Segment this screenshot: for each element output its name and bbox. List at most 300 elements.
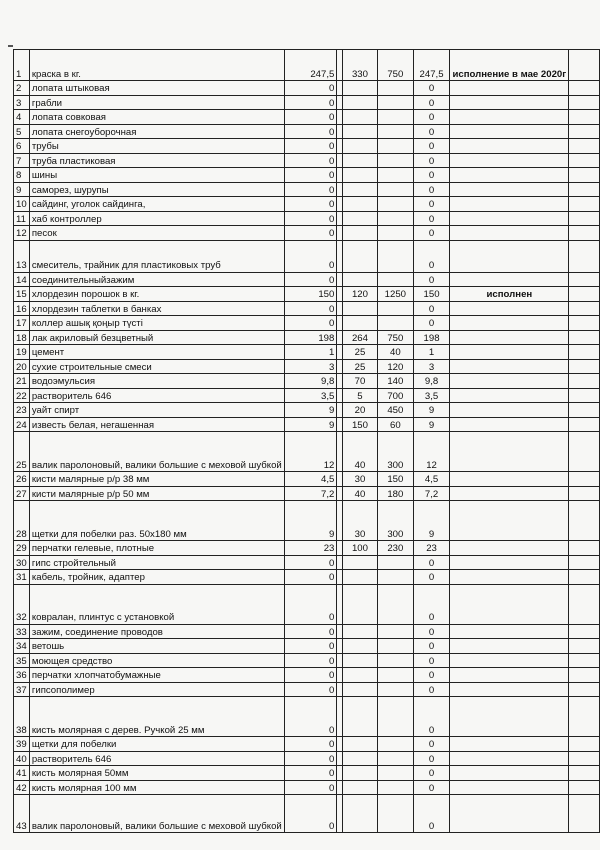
item-total: 23	[413, 541, 450, 556]
item-quantity: 0	[284, 316, 337, 331]
item-price: 300	[378, 501, 414, 541]
item-quantity: 0	[284, 226, 337, 241]
extra-cell	[569, 316, 600, 331]
item-note	[450, 555, 569, 570]
item-quantity: 247,5	[284, 50, 337, 81]
table-row	[14, 501, 600, 541]
item-price	[378, 584, 414, 624]
table-row	[14, 472, 600, 487]
extra-cell	[569, 374, 600, 389]
row-number: 31	[14, 570, 30, 585]
item-price: 60	[378, 417, 414, 432]
item-total: 1	[413, 345, 450, 360]
item-note	[450, 541, 569, 556]
item-quantity: 1	[284, 345, 337, 360]
extra-cell	[569, 737, 600, 752]
item-name: смеситель, трайник для пластиковых труб	[29, 240, 284, 272]
row-number: 10	[14, 197, 30, 212]
item-name: кабель, тройник, адаптер	[29, 570, 284, 585]
item-total: 0	[413, 653, 450, 668]
extra-cell	[569, 766, 600, 781]
table-row	[14, 197, 600, 212]
item-total: 3	[413, 359, 450, 374]
item-quantity: 0	[284, 301, 337, 316]
item-name: хлордезин порошок в кг.	[29, 287, 284, 302]
table-row	[14, 153, 600, 168]
item-name: грабли	[29, 95, 284, 110]
row-number: 2	[14, 81, 30, 96]
item-quantity: 0	[284, 211, 337, 226]
item-value-a: 25	[342, 359, 377, 374]
table-row	[14, 486, 600, 501]
extra-cell	[569, 197, 600, 212]
item-price: 750	[378, 50, 414, 81]
item-value-a: 25	[342, 345, 377, 360]
table-row	[14, 737, 600, 752]
item-quantity: 0	[284, 584, 337, 624]
item-price: 450	[378, 403, 414, 418]
item-price	[378, 780, 414, 795]
table-row	[14, 50, 600, 81]
extra-cell	[569, 555, 600, 570]
extra-cell	[569, 668, 600, 683]
item-quantity: 0	[284, 81, 337, 96]
extra-cell	[569, 388, 600, 403]
item-name: хаб контроллер	[29, 211, 284, 226]
item-value-a: 100	[342, 541, 377, 556]
table-row	[14, 272, 600, 287]
extra-cell	[569, 168, 600, 183]
item-name: щетки для побелки	[29, 737, 284, 752]
item-note	[450, 197, 569, 212]
item-value-a	[342, 316, 377, 331]
extra-cell	[569, 240, 600, 272]
row-number: 4	[14, 110, 30, 125]
item-note	[450, 272, 569, 287]
item-price: 120	[378, 359, 414, 374]
item-value-a	[342, 780, 377, 795]
table-row	[14, 751, 600, 766]
table-row	[14, 417, 600, 432]
item-name: перчатки гелевые, плотные	[29, 541, 284, 556]
row-number: 42	[14, 780, 30, 795]
item-price	[378, 153, 414, 168]
item-total: 0	[413, 570, 450, 585]
row-number: 1	[14, 50, 30, 81]
extra-cell	[569, 359, 600, 374]
item-value-a	[342, 272, 377, 287]
item-total: 0	[413, 795, 450, 833]
extra-cell	[569, 639, 600, 654]
extra-cell	[569, 345, 600, 360]
item-name: трубы	[29, 139, 284, 154]
item-quantity: 0	[284, 240, 337, 272]
table-row	[14, 766, 600, 781]
item-note	[450, 501, 569, 541]
item-quantity: 4,5	[284, 472, 337, 487]
scan-mark	[8, 45, 13, 47]
item-total: 0	[413, 682, 450, 697]
item-value-a	[342, 653, 377, 668]
item-quantity: 9	[284, 417, 337, 432]
item-note	[450, 182, 569, 197]
extra-cell	[569, 81, 600, 96]
item-note	[450, 417, 569, 432]
item-price	[378, 624, 414, 639]
extra-cell	[569, 486, 600, 501]
item-name: растворитель 646	[29, 751, 284, 766]
table-row	[14, 345, 600, 360]
row-number: 15	[14, 287, 30, 302]
item-total: 0	[413, 110, 450, 125]
row-number: 38	[14, 697, 30, 737]
item-name: перчатки хлопчатобумажные	[29, 668, 284, 683]
item-name: гипсополимер	[29, 682, 284, 697]
item-price	[378, 570, 414, 585]
item-total: 0	[413, 272, 450, 287]
item-price	[378, 182, 414, 197]
item-note	[450, 95, 569, 110]
item-total: 150	[413, 287, 450, 302]
item-value-a	[342, 795, 377, 833]
item-total: 0	[413, 697, 450, 737]
item-quantity: 0	[284, 766, 337, 781]
item-name: соединительныйзажим	[29, 272, 284, 287]
item-name: труба пластиковая	[29, 153, 284, 168]
table-row	[14, 780, 600, 795]
extra-cell	[569, 682, 600, 697]
item-note	[450, 697, 569, 737]
item-note: исполнение в мае 2020г	[450, 50, 569, 81]
item-value-a	[342, 110, 377, 125]
item-name: гипс стройтельный	[29, 555, 284, 570]
item-value-a: 150	[342, 417, 377, 432]
table-row	[14, 211, 600, 226]
item-name: кисти малярные р/р 38 мм	[29, 472, 284, 487]
item-price	[378, 168, 414, 183]
item-name: ковралан, плинтус с установкой	[29, 584, 284, 624]
item-note	[450, 81, 569, 96]
item-value-a: 264	[342, 330, 377, 345]
extra-cell	[569, 272, 600, 287]
item-name: лопата штыковая	[29, 81, 284, 96]
item-name: шины	[29, 168, 284, 183]
extra-cell	[569, 211, 600, 226]
item-note	[450, 226, 569, 241]
item-quantity: 0	[284, 182, 337, 197]
item-note	[450, 330, 569, 345]
item-note	[450, 737, 569, 752]
item-total: 4,5	[413, 472, 450, 487]
item-quantity: 9	[284, 501, 337, 541]
item-total: 3,5	[413, 388, 450, 403]
item-note	[450, 766, 569, 781]
item-price	[378, 110, 414, 125]
row-number: 20	[14, 359, 30, 374]
item-price	[378, 697, 414, 737]
item-total: 0	[413, 153, 450, 168]
extra-cell	[569, 110, 600, 125]
item-total: 0	[413, 780, 450, 795]
item-note	[450, 639, 569, 654]
item-price	[378, 197, 414, 212]
item-note	[450, 570, 569, 585]
item-note	[450, 316, 569, 331]
item-name: валик паролоновый, валики большие с меховой шубкой	[29, 795, 284, 833]
row-number: 9	[14, 182, 30, 197]
item-name: хлордезин таблетки в банках	[29, 301, 284, 316]
item-price	[378, 211, 414, 226]
extra-cell	[569, 417, 600, 432]
item-note	[450, 124, 569, 139]
item-quantity: 0	[284, 653, 337, 668]
item-value-a	[342, 124, 377, 139]
row-number: 12	[14, 226, 30, 241]
item-value-a	[342, 555, 377, 570]
item-note	[450, 432, 569, 472]
row-number: 23	[14, 403, 30, 418]
item-value-a	[342, 766, 377, 781]
item-quantity: 0	[284, 795, 337, 833]
row-number: 29	[14, 541, 30, 556]
item-quantity: 0	[284, 124, 337, 139]
item-total: 0	[413, 624, 450, 639]
item-price	[378, 240, 414, 272]
item-note	[450, 153, 569, 168]
item-price: 150	[378, 472, 414, 487]
extra-cell	[569, 287, 600, 302]
row-number: 25	[14, 432, 30, 472]
item-name: лопата совковая	[29, 110, 284, 125]
extra-cell	[569, 403, 600, 418]
item-quantity: 0	[284, 272, 337, 287]
row-number: 5	[14, 124, 30, 139]
item-price: 40	[378, 345, 414, 360]
row-number: 3	[14, 95, 30, 110]
item-price: 1250	[378, 287, 414, 302]
extra-cell	[569, 124, 600, 139]
table-row	[14, 388, 600, 403]
item-price: 700	[378, 388, 414, 403]
item-value-a	[342, 751, 377, 766]
item-total: 198	[413, 330, 450, 345]
item-total: 0	[413, 555, 450, 570]
item-total: 0	[413, 240, 450, 272]
item-price: 300	[378, 432, 414, 472]
item-value-a	[342, 737, 377, 752]
row-number: 16	[14, 301, 30, 316]
item-price: 140	[378, 374, 414, 389]
item-total: 9	[413, 417, 450, 432]
item-name: цемент	[29, 345, 284, 360]
table-row	[14, 330, 600, 345]
item-value-a	[342, 624, 377, 639]
item-total: 9,8	[413, 374, 450, 389]
item-price	[378, 124, 414, 139]
row-number: 33	[14, 624, 30, 639]
item-name: лак акриловый безцветный	[29, 330, 284, 345]
table-row	[14, 432, 600, 472]
item-total: 0	[413, 211, 450, 226]
row-number: 30	[14, 555, 30, 570]
item-name: щетки для побелки раз. 50х180 мм	[29, 501, 284, 541]
item-note	[450, 751, 569, 766]
item-name: краска в кг.	[29, 50, 284, 81]
extra-cell	[569, 697, 600, 737]
item-price	[378, 653, 414, 668]
item-note	[450, 374, 569, 389]
item-value-a	[342, 81, 377, 96]
extra-cell	[569, 182, 600, 197]
item-note	[450, 653, 569, 668]
item-value-a: 120	[342, 287, 377, 302]
item-quantity: 7,2	[284, 486, 337, 501]
item-value-a: 5	[342, 388, 377, 403]
table-row	[14, 316, 600, 331]
row-number: 18	[14, 330, 30, 345]
item-value-a	[342, 240, 377, 272]
item-total: 0	[413, 316, 450, 331]
item-name: саморез, шурупы	[29, 182, 284, 197]
item-value-a: 20	[342, 403, 377, 418]
table-row	[14, 168, 600, 183]
item-value-a	[342, 301, 377, 316]
item-quantity: 0	[284, 780, 337, 795]
item-value-a: 40	[342, 432, 377, 472]
item-quantity: 3,5	[284, 388, 337, 403]
table-row	[14, 182, 600, 197]
table-row	[14, 139, 600, 154]
item-note	[450, 211, 569, 226]
table-row	[14, 555, 600, 570]
item-quantity: 0	[284, 668, 337, 683]
item-quantity: 0	[284, 751, 337, 766]
table-row	[14, 697, 600, 737]
item-note	[450, 345, 569, 360]
item-value-a	[342, 95, 377, 110]
extra-cell	[569, 795, 600, 833]
item-quantity: 0	[284, 95, 337, 110]
item-quantity: 3	[284, 359, 337, 374]
item-price: 230	[378, 541, 414, 556]
item-total: 0	[413, 737, 450, 752]
item-total: 12	[413, 432, 450, 472]
item-note	[450, 388, 569, 403]
item-total: 7,2	[413, 486, 450, 501]
item-quantity: 9,8	[284, 374, 337, 389]
row-number: 27	[14, 486, 30, 501]
table-row	[14, 668, 600, 683]
item-quantity: 0	[284, 737, 337, 752]
item-value-a: 330	[342, 50, 377, 81]
item-note	[450, 584, 569, 624]
table-row	[14, 653, 600, 668]
item-total: 0	[413, 168, 450, 183]
item-price	[378, 682, 414, 697]
item-total: 0	[413, 182, 450, 197]
item-value-a	[342, 697, 377, 737]
item-note	[450, 682, 569, 697]
item-total: 0	[413, 95, 450, 110]
table-row	[14, 570, 600, 585]
item-total: 9	[413, 403, 450, 418]
table-row	[14, 584, 600, 624]
item-value-a	[342, 211, 377, 226]
item-value-a: 40	[342, 486, 377, 501]
item-total: 0	[413, 668, 450, 683]
item-quantity: 9	[284, 403, 337, 418]
table-row	[14, 287, 600, 302]
item-price	[378, 95, 414, 110]
row-number: 14	[14, 272, 30, 287]
item-quantity: 0	[284, 682, 337, 697]
row-number: 6	[14, 139, 30, 154]
item-total: 0	[413, 81, 450, 96]
item-price: 750	[378, 330, 414, 345]
item-total: 0	[413, 197, 450, 212]
table-row	[14, 110, 600, 125]
item-total: 0	[413, 124, 450, 139]
row-number: 21	[14, 374, 30, 389]
table-row	[14, 81, 600, 96]
extra-cell	[569, 330, 600, 345]
table-row	[14, 682, 600, 697]
row-number: 36	[14, 668, 30, 683]
extra-cell	[569, 570, 600, 585]
extra-cell	[569, 624, 600, 639]
table-row	[14, 403, 600, 418]
item-note	[450, 403, 569, 418]
item-total: 0	[413, 139, 450, 154]
item-value-a	[342, 139, 377, 154]
item-value-a	[342, 153, 377, 168]
row-number: 43	[14, 795, 30, 833]
item-price: 180	[378, 486, 414, 501]
item-value-a	[342, 584, 377, 624]
row-number: 13	[14, 240, 30, 272]
item-total: 9	[413, 501, 450, 541]
table-row	[14, 226, 600, 241]
table-row	[14, 795, 600, 833]
table-row	[14, 624, 600, 639]
item-value-a: 30	[342, 472, 377, 487]
row-number: 35	[14, 653, 30, 668]
item-name: уайт спирт	[29, 403, 284, 418]
table-row	[14, 541, 600, 556]
item-quantity: 12	[284, 432, 337, 472]
item-quantity: 0	[284, 110, 337, 125]
item-total: 0	[413, 301, 450, 316]
item-total: 247,5	[413, 50, 450, 81]
item-note	[450, 240, 569, 272]
row-number: 40	[14, 751, 30, 766]
extra-cell	[569, 301, 600, 316]
item-name: лопата снегоуборочная	[29, 124, 284, 139]
item-note	[450, 110, 569, 125]
item-name: сайдинг, уголок сайдинга,	[29, 197, 284, 212]
table-row	[14, 301, 600, 316]
extra-cell	[569, 432, 600, 472]
extra-cell	[569, 780, 600, 795]
item-quantity: 0	[284, 570, 337, 585]
item-price	[378, 795, 414, 833]
item-note	[450, 168, 569, 183]
extra-cell	[569, 584, 600, 624]
item-quantity: 0	[284, 639, 337, 654]
item-value-a	[342, 197, 377, 212]
item-name: сухие строительные смеси	[29, 359, 284, 374]
item-name: моющея средство	[29, 653, 284, 668]
